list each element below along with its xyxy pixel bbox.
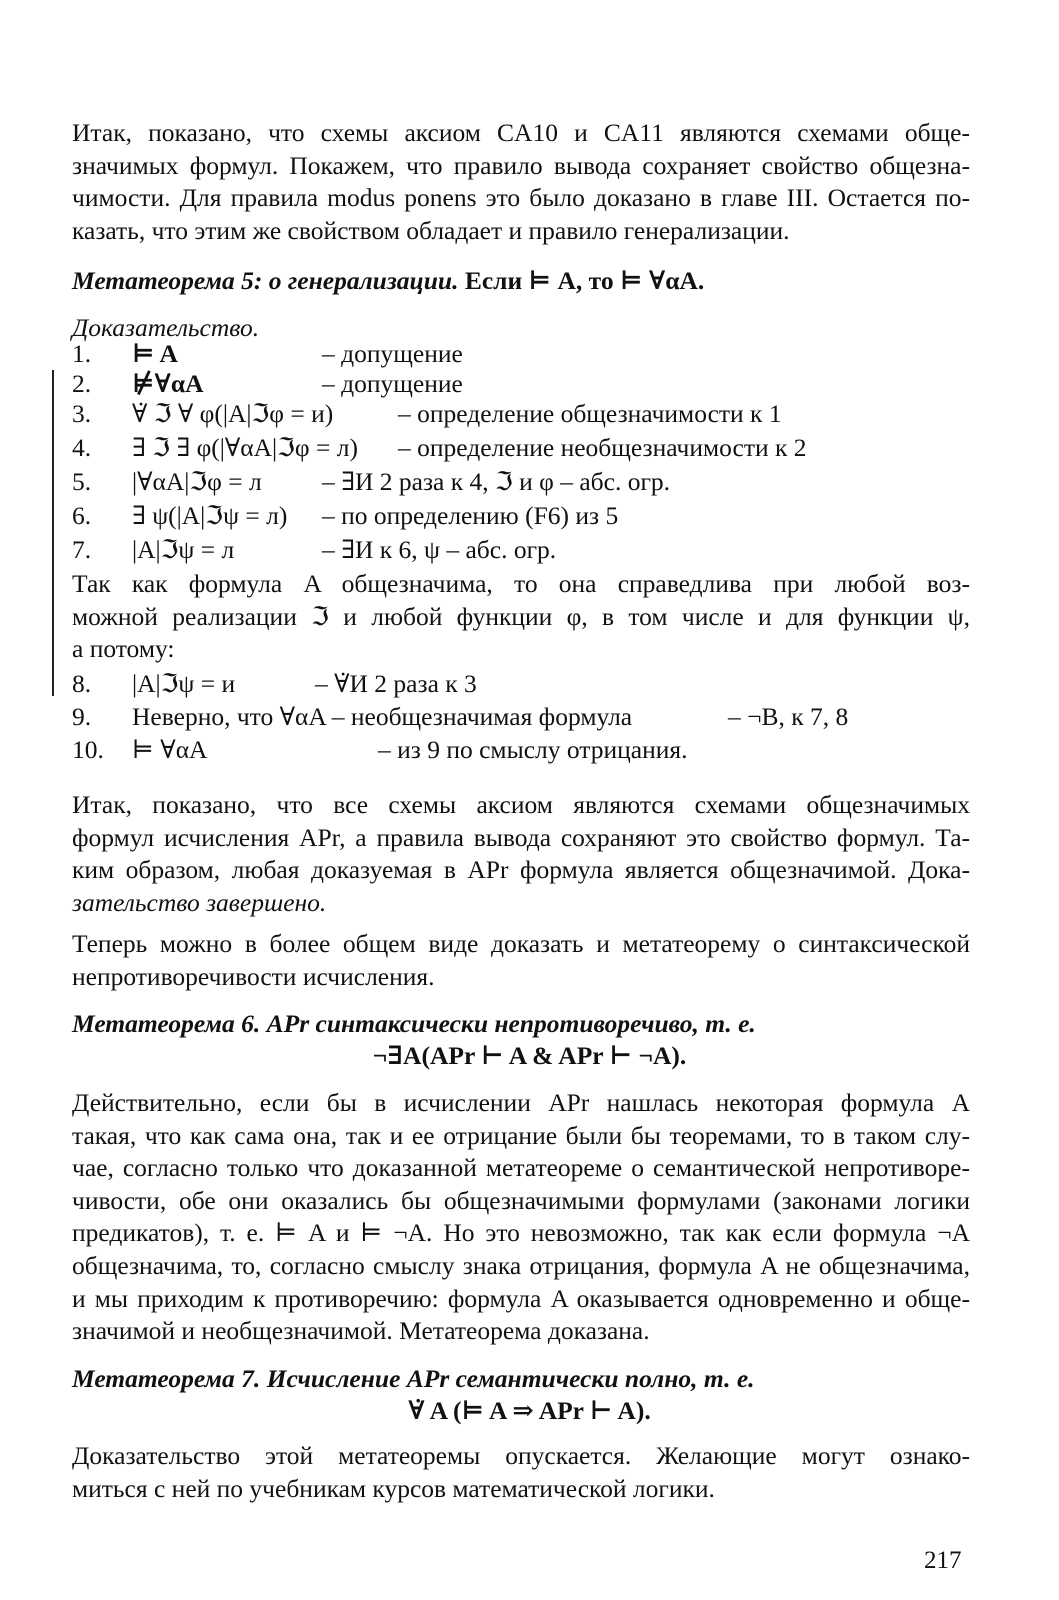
step-number: 6. bbox=[72, 501, 92, 530]
text-line: казать, что этим же свойством обладает и правило генерализации. bbox=[72, 215, 790, 245]
step-formula: ∀̇ ℑ ∀ φ(|A|ℑφ = и) bbox=[132, 399, 334, 428]
text-line: и мы приходим к противоречию: формула A оказывается одновременно и обще- bbox=[72, 1283, 970, 1313]
text-line: Теперь можно в более общем виде доказать и метатеорему о синтаксической bbox=[72, 929, 970, 958]
paragraph-closing bbox=[72, 1440, 970, 1505]
metatheorem-6-statement: APr синтаксически непротиворечиво, т. е. bbox=[266, 1009, 756, 1038]
text-line: непротиворечивости исчисления. bbox=[72, 961, 435, 991]
step-comment: – ∀̇И 2 раза к 3 bbox=[315, 669, 477, 698]
text-line: такая, что как сама она, так и ее отрицание были бы теоремами, то в таком слу- bbox=[72, 1120, 970, 1150]
text-line: Итак, показано, что схемы аксиом CA10 и CA11 являются схемами обще- bbox=[72, 118, 970, 147]
text-line: ким образом, любая доказуемая в APr формула является общезначимой. Дока- bbox=[72, 855, 970, 885]
text-line: Доказательство этой метатеоремы опускается. Желающие могут ознако- bbox=[72, 1441, 970, 1470]
paragraph-transition bbox=[72, 928, 970, 993]
step-comment: – ∃И к 6, ψ – абс. огр. bbox=[322, 535, 557, 564]
metatheorem-6 bbox=[72, 1008, 756, 1040]
text-line: предикатов), т. е. ⊨ A и ⊨ ¬A. Но это невозможно, так как если формула ¬A bbox=[72, 1218, 970, 1248]
text-line: а потому: bbox=[72, 634, 175, 664]
page-number: 217 bbox=[924, 1547, 962, 1574]
step-formula: ∃ ψ(|A|ℑψ = л) bbox=[132, 501, 288, 530]
metatheorem-5-label: Метатеорема 5: о генерализации. bbox=[72, 266, 459, 295]
assumption-bracket-line bbox=[52, 370, 54, 696]
step-comment: – по определению (F6) из 5 bbox=[322, 501, 619, 530]
step-number: 8. bbox=[72, 669, 92, 698]
text-line: значимой и необщезначимой. Метатеорема доказана. bbox=[72, 1316, 650, 1346]
step-comment: – допущение bbox=[322, 339, 463, 368]
text-line: Итак, показано, что все схемы аксиом являются схемами общезначимых bbox=[72, 790, 970, 819]
step-comment: – определение общезначимости к 1 bbox=[398, 399, 782, 428]
step-comment: – определение необщезначимости к 2 bbox=[398, 433, 807, 462]
step-number: 9. bbox=[72, 702, 92, 731]
step-formula: Неверно, что ∀αA – необщезначимая формула bbox=[132, 702, 633, 731]
text-line: зательство завершено. bbox=[72, 887, 327, 917]
text-line: чивости, обе они оказались бы общезначимыми формулами (законами логики bbox=[72, 1185, 970, 1215]
metatheorem-5 bbox=[72, 265, 704, 297]
step-number: 7. bbox=[72, 535, 92, 564]
step-number: 1. bbox=[72, 339, 92, 368]
text-line: общезначима, то, согласно смыслу знака отрицания, формула A не общезначима, bbox=[72, 1250, 970, 1280]
text-line: миться с ней по учебникам курсов математической логики. bbox=[72, 1473, 715, 1503]
text-line: чае, согласно только что доказанной метатеореме о семантической непротиворе- bbox=[72, 1153, 970, 1183]
step-comment: – ∃И 2 раза к 4, ℑ и φ – абс. огр. bbox=[322, 467, 671, 496]
step-formula: ⊨ ∀αA bbox=[132, 735, 208, 764]
step-number: 3. bbox=[72, 399, 92, 428]
step-formula: |A|ℑψ = и bbox=[132, 669, 236, 698]
text-line: можной реализации ℑ и любой функции φ, в том числе и для функции ψ, bbox=[72, 601, 970, 631]
step-formula: ∃ ℑ ∃ φ(|∀αA|ℑφ = л) bbox=[132, 433, 359, 462]
step-formula: ⊭∀αA bbox=[132, 369, 204, 398]
text-line: Действительно, если бы в исчислении APr нашлась некоторая формула A bbox=[72, 1088, 970, 1117]
text-line: формул исчисления APr, а правила вывода сохраняют это свойство формул. Та- bbox=[72, 822, 970, 852]
step-number: 10. bbox=[72, 735, 104, 764]
step-number: 4. bbox=[72, 433, 92, 462]
proof-explanation bbox=[72, 568, 970, 666]
metatheorem-7-statement: Исчисление APr семантически полно, т. е. bbox=[266, 1364, 755, 1393]
step-comment: – ¬В, к 7, 8 bbox=[728, 702, 849, 731]
text-line: Так как формула A общезначима, то она справедлива при любой воз- bbox=[72, 569, 970, 598]
step-formula: ⊨ A bbox=[132, 339, 178, 368]
metatheorem-6-formula: ¬∃A(APr ⊢ A & APr ⊢ ¬A). bbox=[372, 1041, 687, 1070]
paragraph-intro bbox=[72, 117, 970, 247]
step-comment: – из 9 по смыслу отрицания. bbox=[378, 735, 688, 764]
text-line: значимых формул. Покажем, что правило вывода сохраняет свойство общезна- bbox=[72, 150, 970, 180]
paragraph-conclusion bbox=[72, 789, 970, 919]
metatheorem-7-label: Метатеорема 7. bbox=[72, 1364, 261, 1393]
paragraph-proof-mt6 bbox=[72, 1087, 970, 1348]
step-formula: |∀αA|ℑφ = л bbox=[132, 467, 262, 496]
step-formula: |A|ℑψ = л bbox=[132, 535, 235, 564]
proof-title: Доказательство. bbox=[72, 313, 260, 342]
text-line: чимости. Для правила modus ponens это было доказано в главе III. Остается по- bbox=[72, 183, 970, 213]
metatheorem-7 bbox=[72, 1363, 755, 1395]
metatheorem-5-statement: Если ⊨ A, то ⊨ ∀αA. bbox=[464, 266, 705, 295]
metatheorem-6-label: Метатеорема 6. bbox=[72, 1009, 261, 1038]
step-number: 2. bbox=[72, 369, 92, 398]
step-number: 5. bbox=[72, 467, 92, 496]
step-comment: – допущение bbox=[322, 369, 463, 398]
metatheorem-7-formula: ∀̇ A (⊨ A ⇒ APr ⊢ A). bbox=[408, 1396, 651, 1425]
